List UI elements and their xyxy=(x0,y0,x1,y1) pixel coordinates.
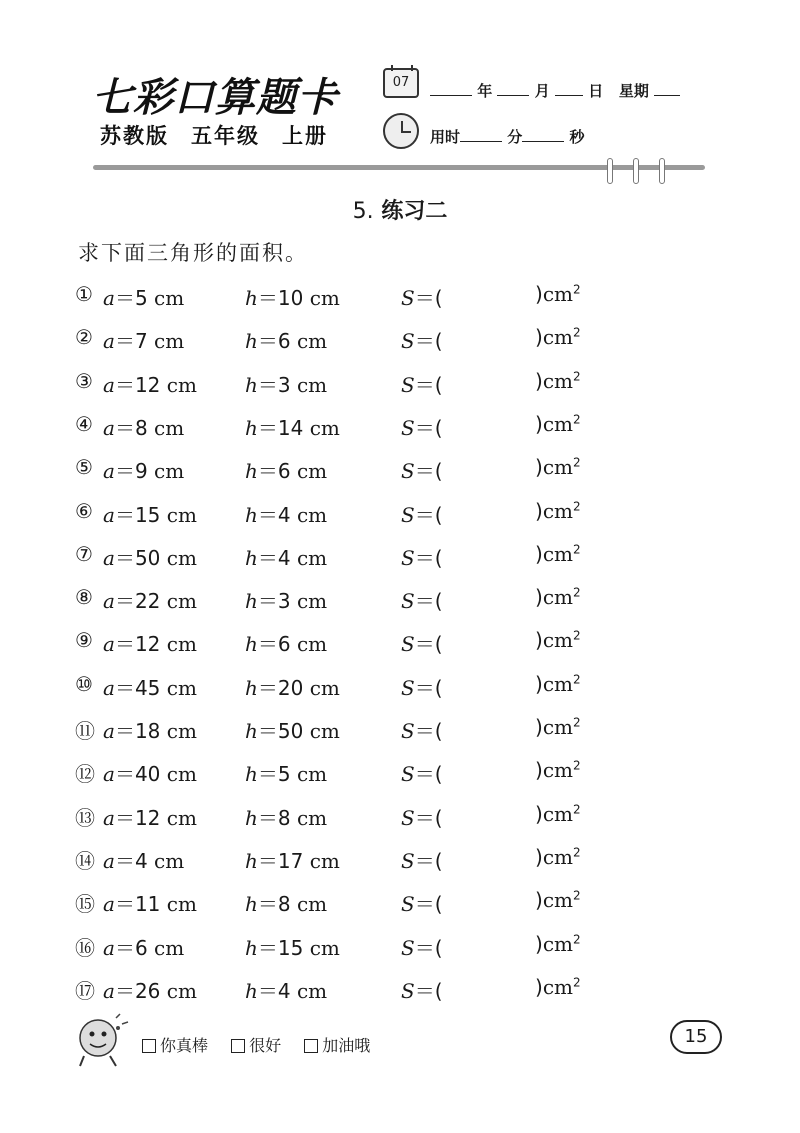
problem-row xyxy=(75,412,695,442)
area-answer-open: S＝( xyxy=(401,762,443,787)
base-value: a＝12 cm xyxy=(103,632,197,657)
problem-row xyxy=(75,975,695,1005)
section-number: 5. xyxy=(352,199,374,224)
base-value: a＝7 cm xyxy=(103,329,185,354)
area-answer-close: )$cm^2$ xyxy=(535,455,581,480)
seconds-blank[interactable] xyxy=(522,128,564,142)
area-answer-close: )$cm^2$ xyxy=(535,368,581,393)
area-answer-close: )$cm^2$ xyxy=(535,325,581,350)
time-prefix: 用时 xyxy=(430,128,461,146)
checkbox[interactable] xyxy=(142,1039,156,1053)
height-value: h＝6 cm xyxy=(245,632,328,657)
checkbox[interactable] xyxy=(304,1039,318,1053)
date-fields xyxy=(430,80,680,101)
height-value: h＝15 cm xyxy=(245,935,340,960)
problem-row xyxy=(75,802,695,832)
base-value: a＝15 cm xyxy=(103,502,197,527)
area-answer-close: )$cm^2$ xyxy=(535,671,581,696)
area-answer-close: )$cm^2$ xyxy=(535,498,581,523)
grade: 五年级 xyxy=(191,124,260,148)
self-rating xyxy=(142,1033,388,1056)
area-answer-close: )$cm^2$ xyxy=(535,931,581,956)
height-value: h＝8 cm xyxy=(245,892,328,917)
problem-index: ⑬ xyxy=(75,805,95,830)
problem-row xyxy=(75,628,695,658)
area-answer-close: )$cm^2$ xyxy=(535,844,581,869)
problem-index: ② xyxy=(75,325,93,350)
area-answer-close: )$cm^2$ xyxy=(535,888,581,913)
edition: 苏教版 xyxy=(100,124,169,148)
area-answer-close: )$cm^2$ xyxy=(535,715,581,739)
month-label: 月 xyxy=(534,82,550,100)
height-value: h＝8 cm xyxy=(245,805,328,830)
problem-index: ⑪ xyxy=(75,719,95,743)
area-answer-open: S＝( xyxy=(401,459,443,484)
area-answer-open: S＝( xyxy=(401,502,443,527)
area-answer-close: )$cm^2$ xyxy=(535,801,581,826)
time-fields xyxy=(430,126,585,147)
problem-index: ① xyxy=(75,282,93,306)
problem-index: ⑦ xyxy=(75,541,93,566)
problem-index: ④ xyxy=(75,411,93,436)
base-value: a＝5 cm xyxy=(103,286,185,310)
rating-option-good[interactable]: 很好 xyxy=(231,1036,281,1055)
problem-index: ⑥ xyxy=(75,498,93,523)
problem-index: ⑮ xyxy=(75,892,95,917)
height-value: h＝14 cm xyxy=(245,415,340,440)
base-value: a＝8 cm xyxy=(103,415,185,440)
problem-row xyxy=(75,282,695,312)
year-label: 年 xyxy=(477,82,493,100)
area-answer-open: S＝( xyxy=(401,632,443,657)
weekday-label: 星期 xyxy=(618,82,649,100)
brand-title: 七彩口算题卡 xyxy=(92,75,338,121)
minutes-blank[interactable] xyxy=(460,128,502,142)
area-answer-close: )$cm^2$ xyxy=(535,628,581,653)
instruction: 求下面三角形的面积。 xyxy=(78,241,308,265)
problem-row xyxy=(75,888,695,918)
height-value: h＝3 cm xyxy=(245,372,328,397)
base-value: a＝12 cm xyxy=(103,372,197,397)
area-answer-open: S＝( xyxy=(401,848,443,873)
height-value: h＝6 cm xyxy=(245,329,328,354)
area-answer-open: S＝( xyxy=(401,589,443,614)
area-answer-open: S＝( xyxy=(401,329,443,354)
header-divider xyxy=(93,165,705,170)
height-value: h＝4 cm xyxy=(245,545,328,570)
area-answer-open: S＝( xyxy=(401,978,443,1003)
base-value: a＝6 cm xyxy=(103,935,185,960)
height-value: h＝4 cm xyxy=(245,978,328,1003)
area-answer-open: S＝( xyxy=(401,719,443,743)
height-value: h＝20 cm xyxy=(245,675,340,700)
area-answer-close: )$cm^2$ xyxy=(535,411,581,436)
base-value: a＝45 cm xyxy=(103,675,197,700)
section-name: 练习二 xyxy=(381,199,448,224)
problem-row xyxy=(75,542,695,572)
area-answer-open: S＝( xyxy=(401,935,443,960)
problem-index: ⑤ xyxy=(75,455,93,480)
area-answer-close: )$cm^2$ xyxy=(535,974,581,999)
height-value: h＝3 cm xyxy=(245,589,328,614)
rating-option-keep-going[interactable]: 加油哦 xyxy=(304,1036,370,1055)
problem-row xyxy=(75,369,695,399)
problem-row xyxy=(75,715,695,745)
base-value: a＝22 cm xyxy=(103,589,197,614)
book-info xyxy=(100,120,350,150)
section-title xyxy=(0,194,800,225)
base-value: a＝12 cm xyxy=(103,805,197,830)
clock-icon xyxy=(383,113,419,149)
area-answer-open: S＝( xyxy=(401,286,443,310)
area-answer-close: )$cm^2$ xyxy=(535,758,581,783)
day-blank[interactable] xyxy=(555,82,583,96)
height-value: h＝5 cm xyxy=(245,762,328,787)
problem-row xyxy=(75,758,695,788)
problem-row xyxy=(75,499,695,529)
problem-row xyxy=(75,325,695,355)
height-value: h＝17 cm xyxy=(245,848,340,873)
base-value: a＝4 cm xyxy=(103,848,185,873)
area-answer-close: )$cm^2$ xyxy=(535,541,581,566)
height-value: h＝50 cm xyxy=(245,719,340,743)
rating-option-great[interactable]: 你真棒 xyxy=(142,1036,208,1055)
problem-index: ⑧ xyxy=(75,585,93,610)
weekday-blank[interactable] xyxy=(654,82,680,96)
base-value: a＝26 cm xyxy=(103,978,197,1003)
seconds-label: 秒 xyxy=(569,128,585,146)
area-answer-close: )$cm^2$ xyxy=(535,282,581,306)
binder-clip-icon xyxy=(606,158,612,182)
height-value: h＝10 cm xyxy=(245,286,340,310)
binder-clip-icon xyxy=(658,158,664,182)
checkbox[interactable] xyxy=(231,1039,245,1053)
problem-index: ⑨ xyxy=(75,628,93,653)
area-answer-close: )$cm^2$ xyxy=(535,585,581,610)
base-value: a＝11 cm xyxy=(103,892,197,917)
area-answer-open: S＝( xyxy=(401,415,443,440)
problem-index: ⑩ xyxy=(75,671,93,696)
problem-index: ⑫ xyxy=(75,762,95,787)
page-number: 15 xyxy=(670,1020,722,1054)
problem-index: ③ xyxy=(75,368,93,393)
volume: 上册 xyxy=(282,124,328,148)
base-value: a＝40 cm xyxy=(103,762,197,787)
problem-row xyxy=(75,672,695,702)
height-value: h＝4 cm xyxy=(245,502,328,527)
base-value: a＝18 cm xyxy=(103,719,197,743)
area-answer-open: S＝( xyxy=(401,805,443,830)
problem-index: ⑭ xyxy=(75,848,95,873)
problem-row xyxy=(75,845,695,875)
area-answer-open: S＝( xyxy=(401,545,443,570)
minutes-label: 分 xyxy=(507,128,523,146)
problem-index: ⑰ xyxy=(75,978,95,1003)
mascot-icon xyxy=(70,1008,132,1070)
calendar-icon xyxy=(383,68,419,98)
area-answer-open: S＝( xyxy=(401,892,443,917)
problem-row xyxy=(75,585,695,615)
base-value: a＝50 cm xyxy=(103,545,197,570)
height-value: h＝6 cm xyxy=(245,459,328,484)
problem-row xyxy=(75,455,695,485)
binder-clip-icon xyxy=(632,158,638,182)
year-blank[interactable] xyxy=(430,82,472,96)
area-answer-open: S＝( xyxy=(401,675,443,700)
problem-index: ⑯ xyxy=(75,935,95,960)
area-answer-open: S＝( xyxy=(401,372,443,397)
base-value: a＝9 cm xyxy=(103,459,185,484)
problem-row xyxy=(75,932,695,962)
month-blank[interactable] xyxy=(497,82,529,96)
day-label: 日 xyxy=(588,82,604,100)
calendar-number: 07 xyxy=(392,75,410,90)
